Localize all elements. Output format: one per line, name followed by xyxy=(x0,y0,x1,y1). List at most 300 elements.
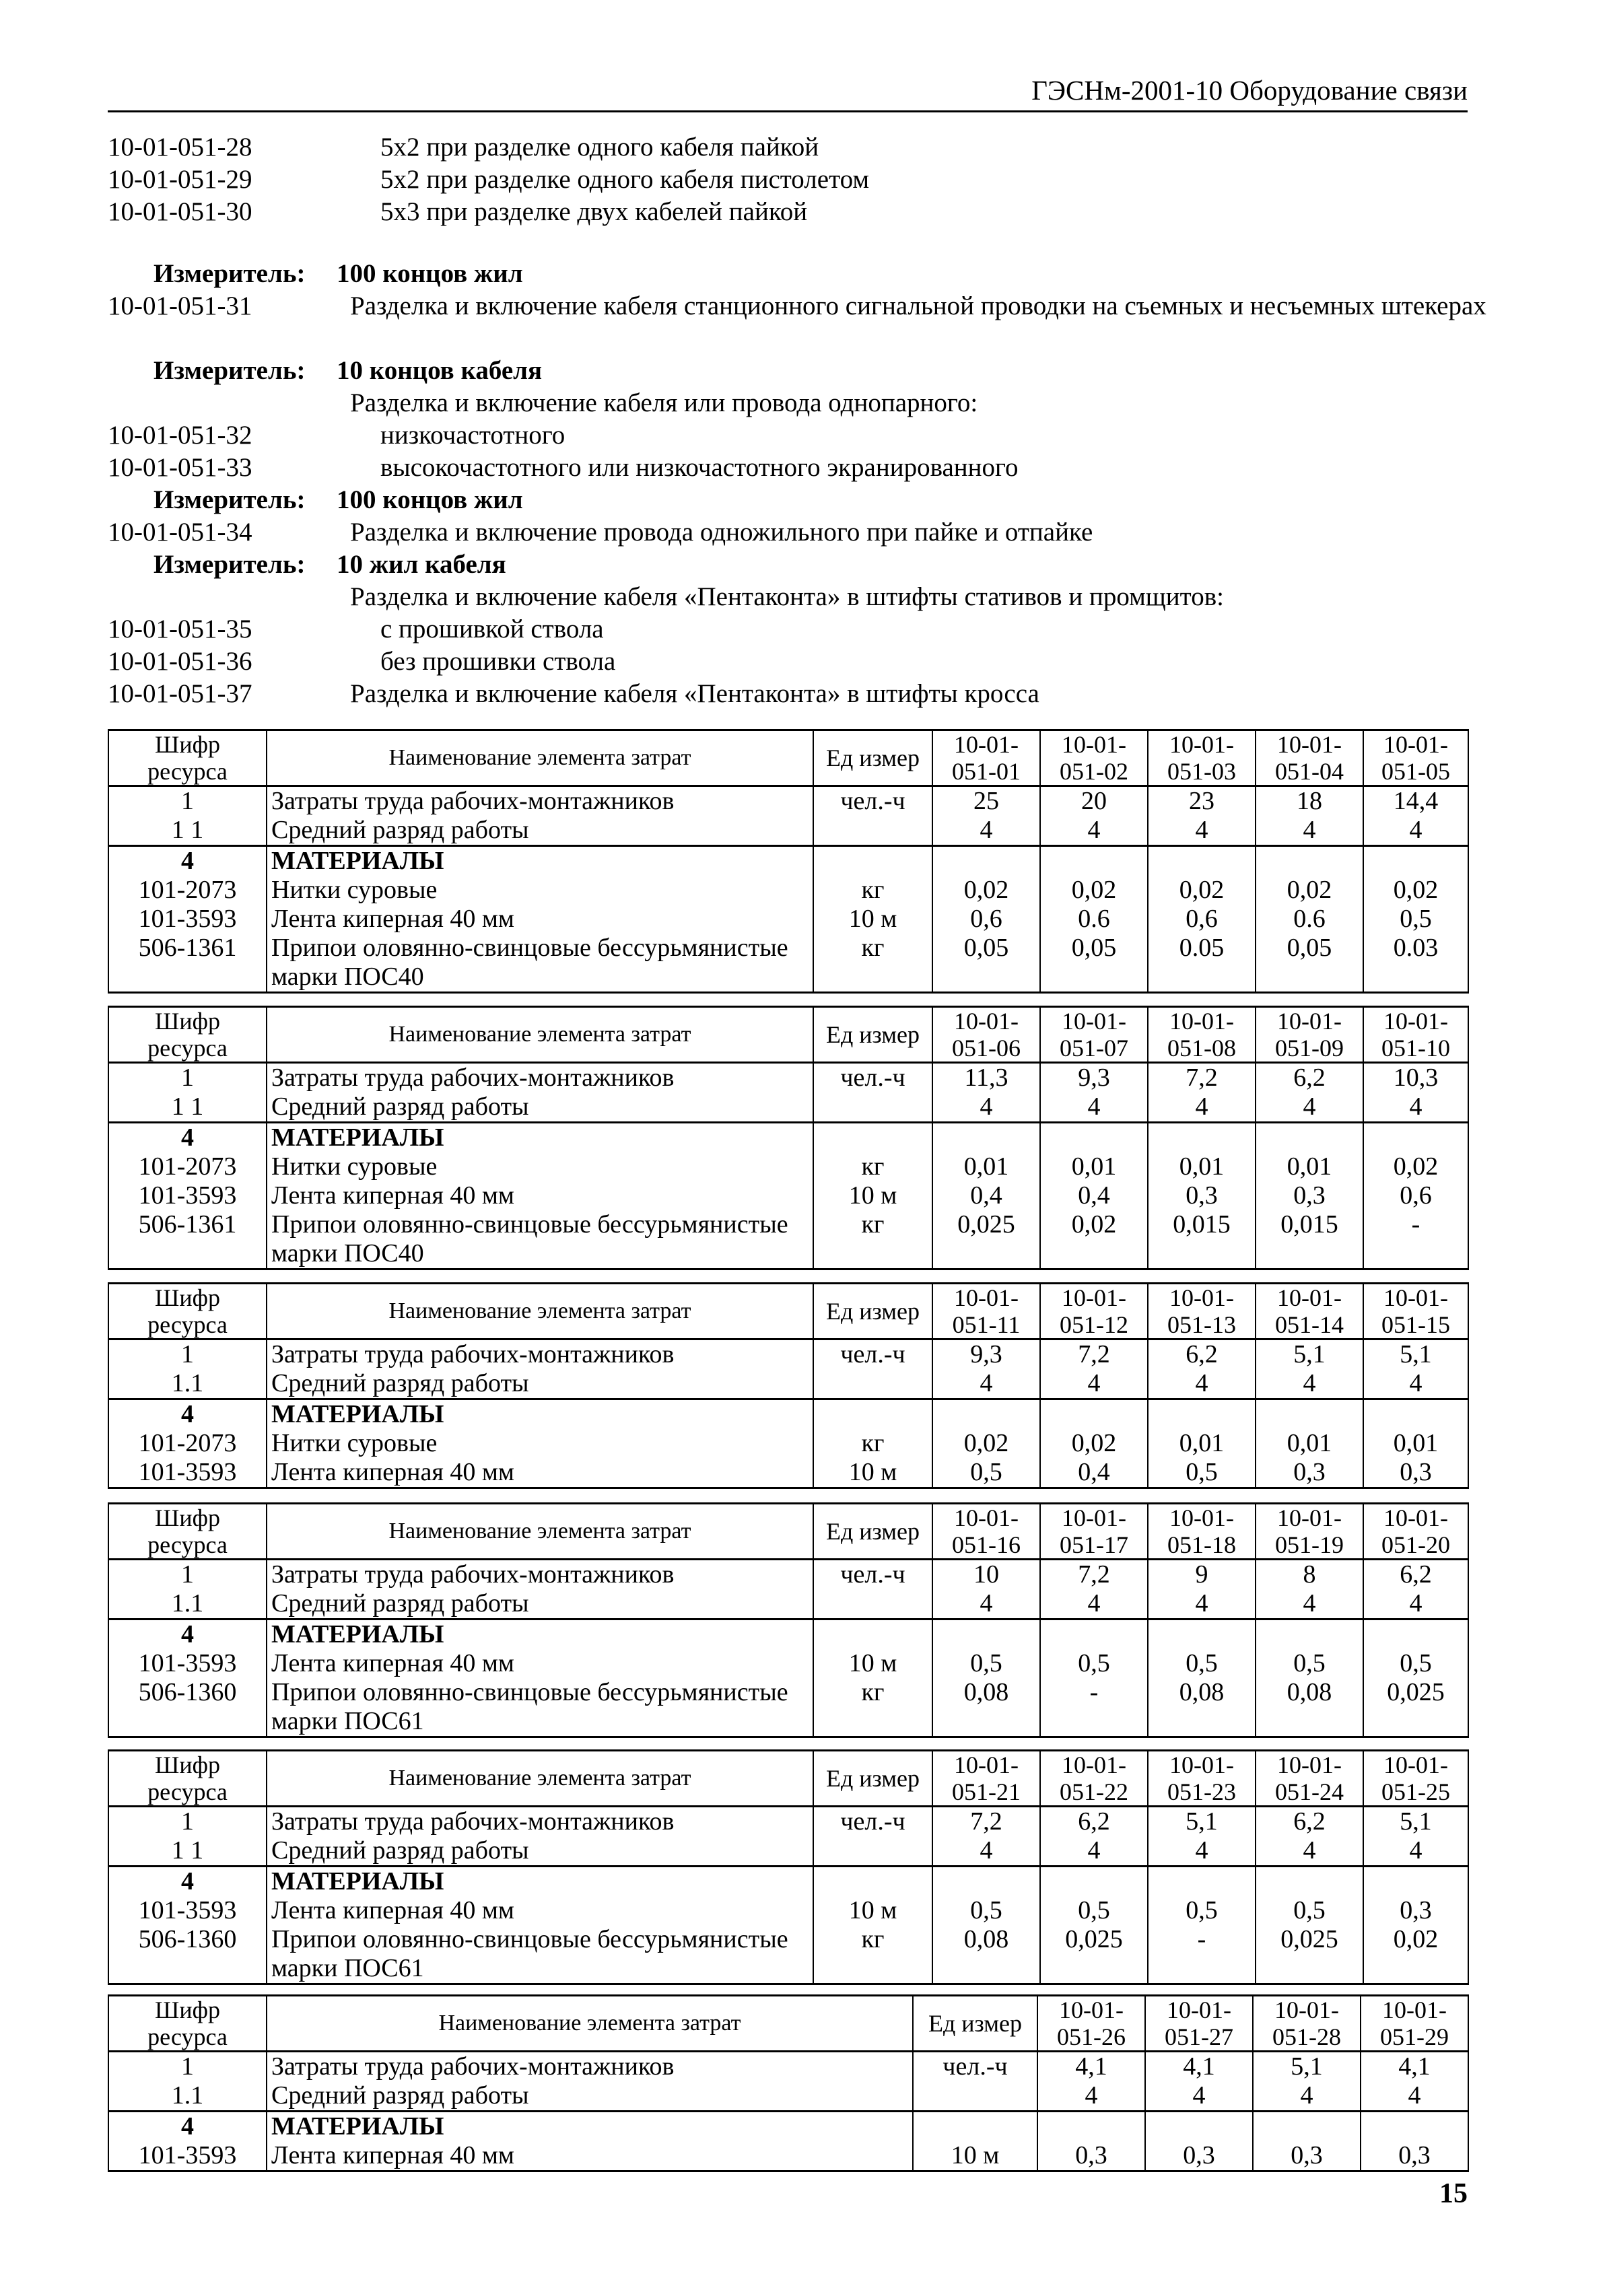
resource-code: 101-3593 xyxy=(108,1458,267,1488)
value-cell: 4 xyxy=(932,816,1040,846)
norm-code-line-1: 10-01- xyxy=(1169,1008,1234,1035)
header-norm-code xyxy=(1148,1751,1256,1807)
header-norm-code xyxy=(1361,1996,1468,2052)
unit: 10 м xyxy=(813,1181,932,1210)
norm-code-line-1: 10-01- xyxy=(1062,1284,1126,1311)
norm-code-line-2: 051-27 xyxy=(1165,2023,1233,2050)
value-cell: - xyxy=(1363,1210,1468,1269)
norm-code-line-1: 10-01- xyxy=(954,1008,1019,1035)
norm-code-line-1: 10-01- xyxy=(1274,1996,1339,2023)
header-norm-code xyxy=(1040,1504,1148,1560)
value-cell: 0,5 xyxy=(1040,1896,1148,1925)
value-cell: 0,01 xyxy=(1040,1152,1148,1181)
cost-item-name-line: Припои оловянно-свинцовые бессурьмянистые xyxy=(271,1210,788,1239)
cost-item-name xyxy=(267,1063,813,1093)
header-name: Наименование элемента затрат xyxy=(267,730,813,786)
header-code: Шифр ресурса xyxy=(108,1007,267,1063)
value-cell: 0,3 xyxy=(1148,1181,1256,1210)
table-row xyxy=(108,1836,1468,1867)
measure-label: Измеритель: xyxy=(153,550,306,579)
value-cell xyxy=(1253,2112,1361,2142)
cost-item-name xyxy=(267,786,813,816)
cost-item-name xyxy=(267,1458,813,1488)
value-cell: 4 xyxy=(1256,1092,1363,1123)
value-cell xyxy=(1148,1399,1256,1430)
resource-code: 4 xyxy=(108,1123,267,1153)
value-cell: 4 xyxy=(1040,1836,1148,1867)
value-cell xyxy=(1148,1867,1256,1897)
cost-item-name xyxy=(267,876,813,905)
cost-item-name-line: Средний разряд работы xyxy=(271,816,529,844)
norm-code-line-2: 051-17 xyxy=(1060,1531,1128,1558)
value-cell: 0,08 xyxy=(932,1678,1040,1737)
resource-code: 1 xyxy=(108,2052,267,2082)
value-cell: 0,4 xyxy=(1040,1458,1148,1488)
norm-code-line-1: 10-01- xyxy=(1062,1751,1126,1778)
measure-line xyxy=(108,258,1468,290)
norm-code-line-1: 10-01- xyxy=(1062,731,1126,758)
norm-code-line-2: 051-19 xyxy=(1275,1531,1344,1558)
table-row xyxy=(108,1181,1468,1210)
value-cell: 20 xyxy=(1040,786,1148,816)
cost-item-name-line: Средний разряд работы xyxy=(271,2081,529,2110)
header-name: Наименование элемента затрат xyxy=(267,1284,813,1340)
norm-code-line-1: 10-01- xyxy=(1383,731,1448,758)
unit: кг xyxy=(813,1152,932,1181)
table-row xyxy=(108,1620,1468,1650)
cost-item-name-line: Лента киперная 40 мм xyxy=(271,2141,514,2169)
norm-code-line-2: 051-06 xyxy=(952,1035,1021,1062)
value-cell: 4 xyxy=(1363,1589,1468,1620)
cost-item-name-line: Затраты труда рабочих-монтажников xyxy=(271,1560,675,1589)
cost-item-name xyxy=(267,1369,813,1399)
unit: чел.-ч xyxy=(813,1560,932,1590)
cost-table xyxy=(108,729,1469,994)
unit xyxy=(813,816,932,846)
resource-code: 506-1361 xyxy=(108,934,267,993)
table-row xyxy=(108,1152,1468,1181)
table-row xyxy=(108,1458,1468,1488)
value-cell: 0,3 xyxy=(1363,1458,1468,1488)
value-cell xyxy=(1363,1867,1468,1897)
norm-code-line-1: 10-01- xyxy=(1277,1284,1342,1311)
measure-value: 10 жил кабеля xyxy=(337,550,506,579)
norm-code-line-2: 051-07 xyxy=(1060,1035,1128,1062)
value-cell: - xyxy=(1148,1925,1256,1984)
value-cell: 9,3 xyxy=(1040,1063,1148,1093)
norm-code: 10-01-051-30 xyxy=(108,197,252,226)
header-norm-code xyxy=(1148,730,1256,786)
header-code: Шифр ресурса xyxy=(108,1504,267,1560)
value-cell: 10 xyxy=(932,1560,1040,1590)
unit: чел.-ч xyxy=(813,1807,932,1837)
value-cell xyxy=(1037,2112,1145,2142)
unit xyxy=(913,2112,1037,2142)
resource-code: 1.1 xyxy=(108,2081,267,2112)
value-cell: 18 xyxy=(1256,786,1363,816)
header-norm-code xyxy=(1145,1996,1253,2052)
value-cell xyxy=(1040,1620,1148,1650)
cost-item-name xyxy=(267,1678,813,1737)
header-code: Шифр ресурса xyxy=(108,1751,267,1807)
unit: чел.-ч xyxy=(813,1063,932,1093)
value-cell: 0,015 xyxy=(1148,1210,1256,1269)
header-norm-code xyxy=(1148,1504,1256,1560)
norm-line xyxy=(108,516,1468,549)
value-cell: 0,5 xyxy=(1148,1896,1256,1925)
header-norm-code xyxy=(1037,1996,1145,2052)
resource-code: 101-2073 xyxy=(108,1429,267,1458)
cost-item-name-line: Средний разряд работы xyxy=(271,1836,529,1865)
header-norm-code xyxy=(932,1751,1040,1807)
norm-text: без прошивки ствола xyxy=(380,647,616,676)
measure-label: Измеритель: xyxy=(153,259,306,288)
norm-code-line-1: 10-01- xyxy=(1169,1284,1234,1311)
header-norm-code xyxy=(1256,1504,1363,1560)
cost-item-name-line: Нитки суровые xyxy=(271,1429,438,1457)
table-header-row xyxy=(108,730,1468,786)
value-cell: 0,3 xyxy=(1256,1458,1363,1488)
value-cell: 0,02 xyxy=(1363,1152,1468,1181)
value-cell: 11,3 xyxy=(932,1063,1040,1093)
norm-code-line-1: 10-01- xyxy=(954,1284,1019,1311)
resource-code: 1 1 xyxy=(108,816,267,846)
cost-item-name-line: Средний разряд работы xyxy=(271,1589,529,1617)
table-row xyxy=(108,876,1468,905)
norm-code-line-2: 051-08 xyxy=(1167,1035,1236,1062)
cost-item-name xyxy=(267,1589,813,1620)
norm-code: 10-01-051-31 xyxy=(108,291,252,320)
value-cell: 0,5 xyxy=(1363,905,1468,934)
header-norm-code xyxy=(1040,730,1148,786)
resource-code: 1.1 xyxy=(108,1589,267,1620)
norm-code-line-2: 051-29 xyxy=(1380,2023,1449,2050)
value-cell: 4,1 xyxy=(1037,2052,1145,2082)
norm-code-line-1: 10-01- xyxy=(1169,731,1234,758)
norm-line xyxy=(108,419,1468,452)
value-cell xyxy=(932,1399,1040,1430)
norm-code-line-1: 10-01- xyxy=(1383,1504,1448,1531)
cost-item-name xyxy=(267,2141,913,2171)
cost-item-name xyxy=(267,1925,813,1984)
norm-code: 10-01-051-29 xyxy=(108,165,252,194)
value-cell: 0,3 xyxy=(1256,1181,1363,1210)
value-cell: 5,1 xyxy=(1148,1807,1256,1837)
table-row xyxy=(108,1429,1468,1458)
resource-code: 101-3593 xyxy=(108,905,267,934)
value-cell: 8 xyxy=(1256,1560,1363,1590)
value-cell: 23 xyxy=(1148,786,1256,816)
table-row xyxy=(108,2052,1468,2082)
norm-text: 5х3 при разделке двух кабелей пайкой xyxy=(380,197,808,226)
table-header-row xyxy=(108,1751,1468,1807)
norm-line xyxy=(108,164,1468,196)
unit xyxy=(813,1399,932,1430)
value-cell xyxy=(932,1867,1040,1897)
unit xyxy=(813,1123,932,1153)
unit xyxy=(813,1092,932,1123)
resource-code: 4 xyxy=(108,2112,267,2142)
resource-code: 101-2073 xyxy=(108,1152,267,1181)
table-header-row xyxy=(108,1504,1468,1560)
value-cell: 0.6 xyxy=(1040,905,1148,934)
value-cell: 0,3 xyxy=(1037,2141,1145,2171)
value-cell: 5,1 xyxy=(1363,1807,1468,1837)
resource-code: 101-3593 xyxy=(108,1896,267,1925)
value-cell: 0,01 xyxy=(932,1152,1040,1181)
measure-line xyxy=(108,484,1468,516)
resource-code: 1 xyxy=(108,1807,267,1837)
value-cell: 7,2 xyxy=(1040,1560,1148,1590)
unit xyxy=(913,2081,1037,2112)
cost-item-name xyxy=(267,2112,913,2142)
norm-code: 10-01-051-35 xyxy=(108,615,252,643)
value-cell: 0.05 xyxy=(1148,934,1256,993)
cost-item-name-line: Средний разряд работы xyxy=(271,1092,529,1121)
value-cell: 4 xyxy=(1256,1369,1363,1399)
value-cell xyxy=(1148,1123,1256,1153)
resource-code: 1 xyxy=(108,1560,267,1590)
unit: кг xyxy=(813,1925,932,1984)
cost-item-name-line: Припои оловянно-свинцовые бессурьмянистые xyxy=(271,934,788,962)
header-norm-code xyxy=(1040,1751,1148,1807)
value-cell xyxy=(1256,1620,1363,1650)
header-norm-code xyxy=(932,1504,1040,1560)
cost-item-name-line: МАТЕРИАЛЫ xyxy=(271,1867,444,1895)
header-norm-code xyxy=(1040,1007,1148,1063)
value-cell: 0,3 xyxy=(1361,2141,1468,2171)
value-cell: 4 xyxy=(932,1836,1040,1867)
cost-item-name xyxy=(267,1181,813,1210)
header-unit: Ед измер xyxy=(813,1007,932,1063)
page-number: 15 xyxy=(1439,2178,1468,2209)
value-cell: 7,2 xyxy=(932,1807,1040,1837)
header-name: Наименование элемента затрат xyxy=(267,1504,813,1560)
value-cell: 4 xyxy=(1256,1836,1363,1867)
cost-item-name xyxy=(267,1620,813,1650)
header-norm-code xyxy=(932,730,1040,786)
value-cell xyxy=(1361,2112,1468,2142)
value-cell: 4 xyxy=(1040,1589,1148,1620)
measure-value: 100 концов жил xyxy=(337,485,523,514)
value-cell: 4 xyxy=(1145,2081,1253,2112)
norm-text: 5х2 при разделке одного кабеля пистолетом xyxy=(380,165,870,194)
cost-item-name xyxy=(267,1210,813,1269)
value-cell: 4 xyxy=(1040,1092,1148,1123)
unit: чел.-ч xyxy=(813,786,932,816)
norm-text: Разделка и включение кабеля станционного сигнальной проводки на съемных и несъемных штекерах xyxy=(350,291,1486,320)
resource-code: 1.1 xyxy=(108,1369,267,1399)
value-cell xyxy=(1363,1123,1468,1153)
norm-code-line-2: 051-09 xyxy=(1275,1035,1344,1062)
measure-value: 10 концов кабеля xyxy=(337,356,543,385)
cost-item-name-line: Лента киперная 40 мм xyxy=(271,1896,514,1924)
value-cell: 14,4 xyxy=(1363,786,1468,816)
header-unit: Ед измер xyxy=(813,1284,932,1340)
cost-item-name xyxy=(267,816,813,846)
value-cell xyxy=(932,846,1040,876)
header-norm-code xyxy=(1363,1007,1468,1063)
norm-line xyxy=(108,678,1468,710)
norm-text: низкочастотного xyxy=(380,421,565,450)
value-cell: 0,6 xyxy=(1148,905,1256,934)
norm-code-line-1: 10-01- xyxy=(1382,1996,1447,2023)
value-cell: 0,01 xyxy=(1256,1429,1363,1458)
header-code: Шифр ресурса xyxy=(108,730,267,786)
value-cell: 0,02 xyxy=(1040,1210,1148,1269)
norm-code-line-2: 051-18 xyxy=(1167,1531,1236,1558)
value-cell: 4 xyxy=(932,1589,1040,1620)
value-cell: 0,4 xyxy=(932,1181,1040,1210)
norm-code-line-2: 051-28 xyxy=(1272,2023,1341,2050)
header-code: Шифр ресурса xyxy=(108,1996,267,2052)
cost-item-name xyxy=(267,905,813,934)
value-cell xyxy=(1148,846,1256,876)
value-cell: 0,05 xyxy=(932,934,1040,993)
unit: кг xyxy=(813,934,932,993)
cost-item-name-line-2: марки ПОС40 xyxy=(271,1239,424,1267)
norm-code-line-2: 051-11 xyxy=(952,1311,1021,1338)
cost-item-name xyxy=(267,2081,913,2112)
measure-line xyxy=(108,549,1468,581)
value-cell: 7,2 xyxy=(1148,1063,1256,1093)
cost-item-name xyxy=(267,1340,813,1370)
table-row xyxy=(108,1210,1468,1269)
value-cell: 4 xyxy=(1037,2081,1145,2112)
header-norm-code xyxy=(1148,1007,1256,1063)
value-cell xyxy=(932,1123,1040,1153)
header-norm-code xyxy=(932,1284,1040,1340)
cost-table xyxy=(108,1994,1469,2172)
header-name: Наименование элемента затрат xyxy=(267,1751,813,1807)
value-cell: 0,5 xyxy=(1148,1649,1256,1678)
value-cell: 4 xyxy=(1148,816,1256,846)
value-cell: 0.6 xyxy=(1256,905,1363,934)
table-header-row xyxy=(108,1996,1468,2052)
header-code: Шифр ресурса xyxy=(108,1284,267,1340)
norm-code-line-2: 051-20 xyxy=(1381,1531,1450,1558)
norm-code-line-1: 10-01- xyxy=(1167,1996,1231,2023)
cost-item-name-line: Припои оловянно-свинцовые бессурьмянистые xyxy=(271,1925,788,1953)
cost-item-name xyxy=(267,1836,813,1867)
measure-label: Измеритель: xyxy=(153,485,306,514)
norm-group-title xyxy=(108,581,1468,613)
table-row xyxy=(108,1589,1468,1620)
norm-code-line-1: 10-01- xyxy=(1277,1751,1342,1778)
norm-code: 10-01-051-33 xyxy=(108,453,252,482)
norm-code-line-2: 051-10 xyxy=(1381,1035,1450,1062)
value-cell: 0,5 xyxy=(932,1649,1040,1678)
header-norm-code xyxy=(1256,1284,1363,1340)
value-cell: 0,01 xyxy=(1363,1429,1468,1458)
norm-code-line-2: 051-01 xyxy=(952,758,1021,785)
header-name: Наименование элемента затрат xyxy=(267,1996,913,2052)
table-row xyxy=(108,2112,1468,2142)
table-row xyxy=(108,2081,1468,2112)
cost-item-name xyxy=(267,1152,813,1181)
value-cell xyxy=(1256,1867,1363,1897)
cost-table xyxy=(108,1502,1469,1738)
resource-code: 4 xyxy=(108,1399,267,1430)
resource-code: 101-3593 xyxy=(108,2141,267,2171)
cost-item-name-line: Лента киперная 40 мм xyxy=(271,1181,514,1210)
norm-code: 10-01-051-28 xyxy=(108,133,252,162)
header-norm-code xyxy=(1256,1751,1363,1807)
cost-item-name xyxy=(267,1867,813,1897)
header-norm-code xyxy=(1256,1007,1363,1063)
cost-item-name xyxy=(267,934,813,993)
cost-item-name-line-2: марки ПОС61 xyxy=(271,1954,424,1982)
value-cell: 4 xyxy=(1148,1369,1256,1399)
norm-code-line-1: 10-01- xyxy=(1383,1284,1448,1311)
value-cell: 6,2 xyxy=(1040,1807,1148,1837)
value-cell: 0,3 xyxy=(1145,2141,1253,2171)
resource-code: 1 1 xyxy=(108,1092,267,1123)
value-cell: 0,02 xyxy=(1040,876,1148,905)
value-cell: 0,02 xyxy=(1148,876,1256,905)
table-row xyxy=(108,1925,1468,1984)
cost-item-name xyxy=(267,1560,813,1590)
value-cell: 4 xyxy=(1363,1092,1468,1123)
norm-code: 10-01-051-36 xyxy=(108,647,252,676)
norm-code-line-1: 10-01- xyxy=(1383,1008,1448,1035)
cost-item-name xyxy=(267,846,813,876)
cost-item-name xyxy=(267,1429,813,1458)
value-cell: 0,6 xyxy=(932,905,1040,934)
norm-code-line-1: 10-01- xyxy=(954,1751,1019,1778)
resource-code: 4 xyxy=(108,846,267,876)
unit xyxy=(813,1369,932,1399)
value-cell xyxy=(932,1620,1040,1650)
cost-table xyxy=(108,1006,1469,1270)
value-cell: 4 xyxy=(1361,2081,1468,2112)
value-cell: 0,3 xyxy=(1363,1896,1468,1925)
resource-code: 101-3593 xyxy=(108,1649,267,1678)
norm-code-line-1: 10-01- xyxy=(954,1504,1019,1531)
cost-item-name xyxy=(267,1123,813,1153)
norm-code-line-1: 10-01- xyxy=(1277,1504,1342,1531)
running-header-title: ГЭСНм-2001-10 Оборудование связи xyxy=(1031,75,1468,106)
norm-code: 10-01-051-32 xyxy=(108,421,252,450)
value-cell: 4 xyxy=(1148,1836,1256,1867)
value-cell xyxy=(1040,846,1148,876)
norm-code-line-2: 051-22 xyxy=(1060,1778,1128,1805)
unit: кг xyxy=(813,1210,932,1269)
value-cell: 0,02 xyxy=(1363,876,1468,905)
value-cell xyxy=(1145,2112,1253,2142)
cost-item-name xyxy=(267,1092,813,1123)
unit xyxy=(813,1867,932,1897)
norm-list xyxy=(108,131,1486,710)
value-cell: 25 xyxy=(932,786,1040,816)
value-cell: 4 xyxy=(1148,1092,1256,1123)
resource-code: 1 xyxy=(108,1340,267,1370)
cost-item-name-line: Припои оловянно-свинцовые бессурьмянистые xyxy=(271,1678,788,1706)
header-norm-code xyxy=(1040,1284,1148,1340)
value-cell: 6,2 xyxy=(1148,1340,1256,1370)
value-cell: 0,5 xyxy=(1040,1649,1148,1678)
table-row xyxy=(108,786,1468,816)
norm-code-line-1: 10-01- xyxy=(1383,1751,1448,1778)
header-unit: Ед измер xyxy=(913,1996,1037,2052)
norm-code-line-1: 10-01- xyxy=(1062,1008,1126,1035)
value-cell xyxy=(1040,1399,1148,1430)
unit xyxy=(813,1589,932,1620)
header-norm-code xyxy=(1148,1284,1256,1340)
norm-text: Разделка и включение кабеля «Пентаконта» в штифты кросса xyxy=(350,679,1039,708)
value-cell: 0,01 xyxy=(1148,1152,1256,1181)
cost-item-name xyxy=(267,2052,913,2082)
